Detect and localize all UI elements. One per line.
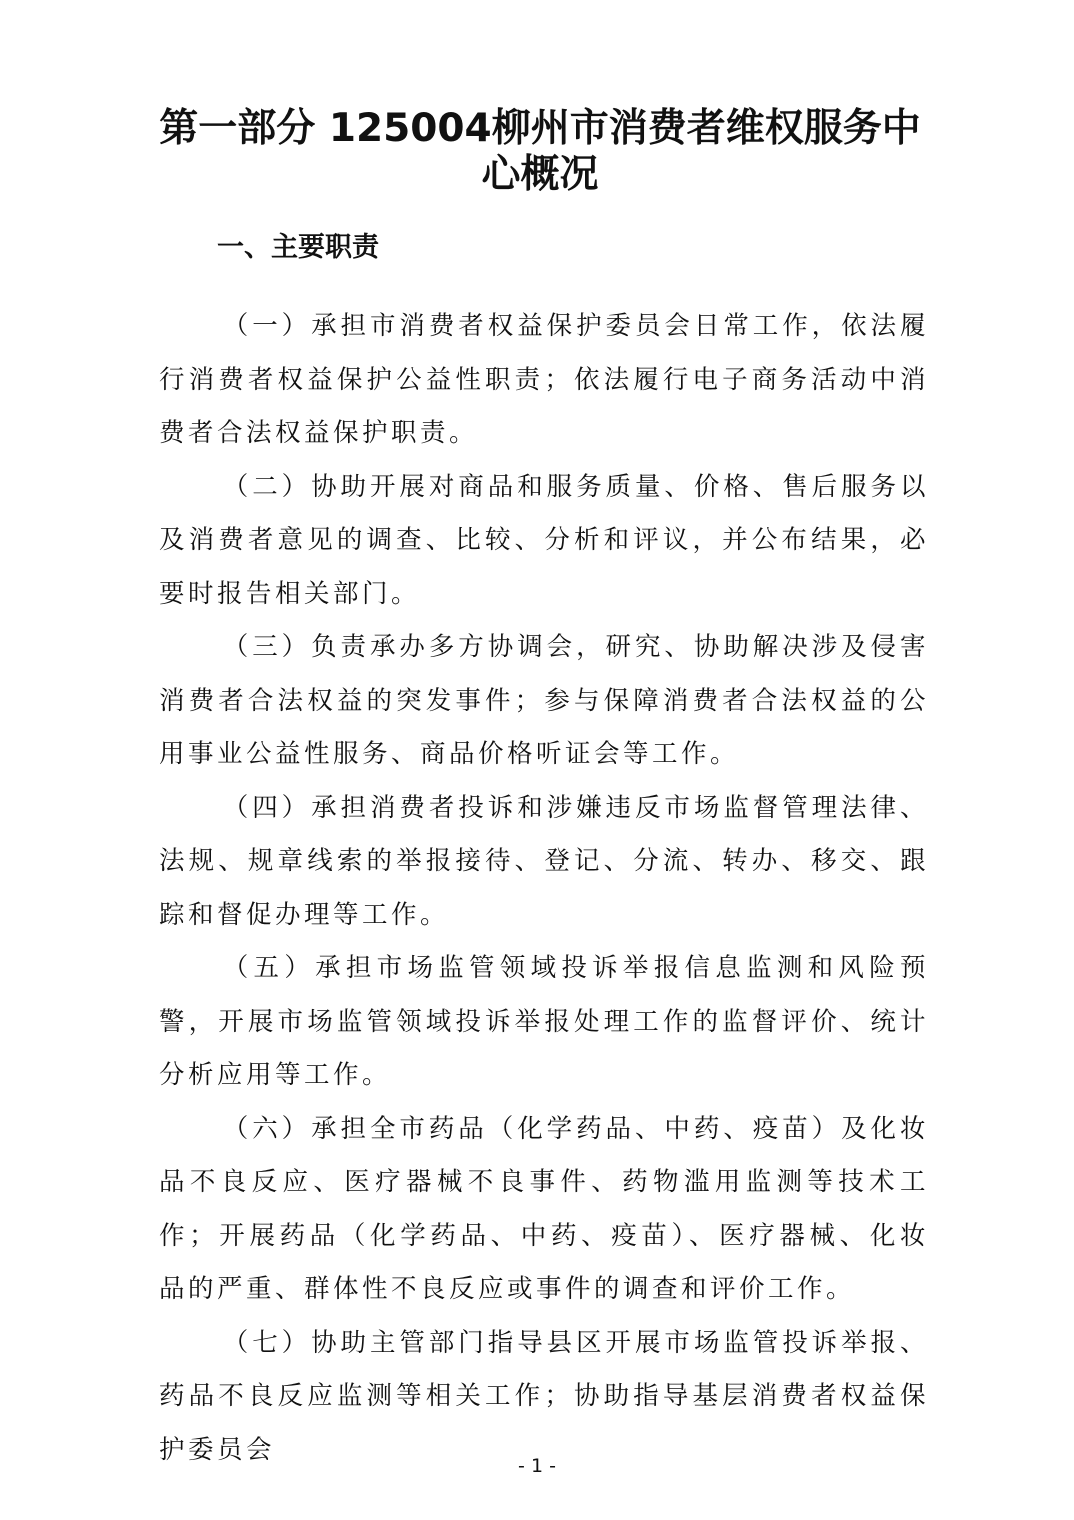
duty-paragraph-2: （二）协助开展对商品和服务质量、价格、售后服务以及消费者意见的调查、比较、分析和评议，并公布结果，必要时报告相关部门。 <box>159 471 929 609</box>
duty-paragraph-3: （三）负责承办多方协调会，研究、协助解决涉及侵害消费者合法权益的突发事件；参与保障消费者合法权益的公用事业公益性服务、商品价格听证会等工作。 <box>159 632 929 769</box>
section-heading: 一、主要职责 <box>217 232 379 263</box>
duty-paragraph-4: （四）承担消费者投诉和涉嫌违反市场监督管理法律、法规、规章线索的举报接待、登记、分流、转办、移交、跟踪和督促办理等工作。 <box>159 792 929 930</box>
document-body <box>159 300 929 1477</box>
duty-paragraph-1: （一）承担市消费者权益保护委员会日常工作，依法履行消费者权益保护公益性职责；依法履行电子商务活动中消费者合法权益保护职责。 <box>159 311 929 448</box>
duty-paragraph-6: （六）承担全市药品（化学药品、中药、疫苗）及化妆品不良反应、医疗器械不良事件、药物滥用监测等技术工作；开展药品（化学药品、中药、疫苗）、医疗器械、化妆品的严重、群体性不良反应或事件的调查和评价工作。 <box>159 1113 929 1304</box>
page-number: - 1 - <box>518 1455 556 1477</box>
duty-paragraph-7: （七）协助主管部门指导县区开展市场监管投诉举报、药品不良反应监测等相关工作；协助指导基层消费者权益保护委员会 <box>159 1327 929 1465</box>
duty-paragraph-5: （五）承担市场监管领域投诉举报信息监测和风险预警，开展市场监管领域投诉举报处理工作的监督评价、统计分析应用等工作。 <box>159 953 929 1090</box>
page-title: 第一部分 125004柳州市消费者维权服务中心概况 <box>159 106 921 197</box>
